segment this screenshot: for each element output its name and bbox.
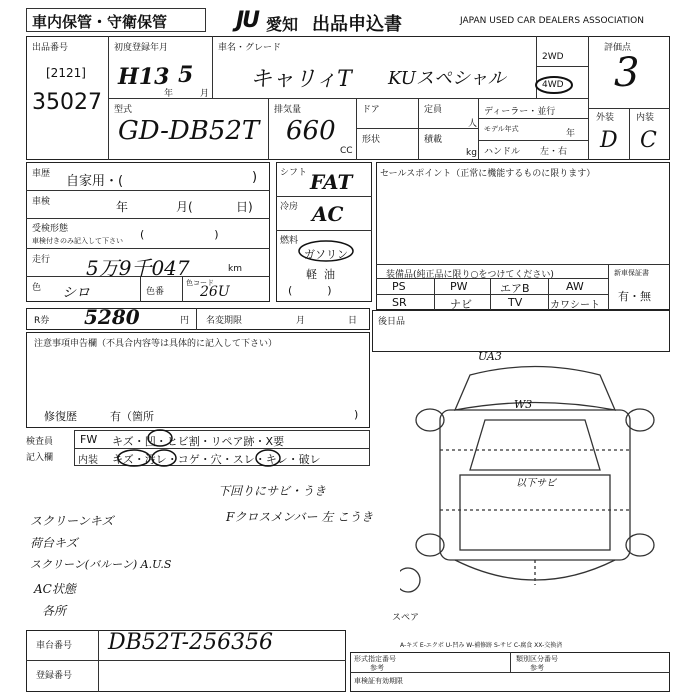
equipment-title: 装備品(純正品に限り○をつけてください)	[386, 270, 554, 280]
color-label: 色	[32, 283, 42, 293]
history-close: )	[252, 170, 258, 185]
type-label: 形式指定番号	[354, 655, 396, 663]
sales-point-label: セールスポイント（正常に機能するものに限ります）	[380, 169, 596, 179]
fw-label: FW	[80, 433, 98, 446]
period-label: 車検証有効期限	[354, 677, 403, 685]
load-label: 積載	[424, 135, 443, 145]
first-reg-label: 初度登録年月	[114, 43, 169, 53]
drive-2wd: 2WD	[542, 52, 564, 62]
diagram-note-body: 以下サビ	[516, 478, 556, 489]
shape-label: 形状	[362, 135, 381, 145]
equip-leather: カワシート	[550, 300, 600, 311]
form-title: 出品申込書	[312, 14, 402, 35]
first-reg-era: H13	[118, 64, 170, 90]
type-ref: 参考	[370, 664, 384, 672]
person-unit: 人	[468, 119, 478, 129]
shift-label: シフト	[280, 168, 308, 178]
recycle-amount: 5280	[84, 305, 140, 329]
notes-label: 注意事項申告欄（不具合内容等は具体的に記入して下さい）	[34, 339, 278, 349]
storage-title: 車内保管・守衛保管	[32, 13, 168, 31]
recycle-label: R券	[34, 316, 50, 326]
model-year-label: モデル年式	[484, 125, 519, 133]
first-reg-month: 5	[178, 62, 194, 88]
ac-label: 冷房	[280, 202, 299, 212]
int-label: 内装	[636, 113, 655, 123]
class-label: 類別区分番号	[516, 655, 558, 663]
lot-label: 出品番号	[32, 43, 69, 53]
note-line-5: スクリーン(バルーン) A.U.S	[30, 558, 172, 571]
fuel-gas: ガソリン	[304, 248, 348, 261]
note-line-6: AC状態	[34, 582, 76, 596]
warranty-label: 新車保証書	[614, 269, 649, 277]
name-change-day: 日	[348, 316, 358, 326]
damage-circles	[108, 428, 308, 468]
shift: FAT	[310, 170, 353, 194]
car-name-label: 車名・グレード	[218, 43, 282, 53]
mileage: 5万9千047	[86, 256, 190, 280]
history-value: 自家用・(	[66, 174, 124, 189]
year-char: 年	[164, 89, 174, 99]
later-items-frame	[372, 310, 670, 352]
receive-label: 受検形態	[32, 224, 69, 234]
month-char: 月	[200, 89, 210, 99]
int-grade: C	[640, 128, 657, 153]
fuel-paren: ( )	[288, 284, 332, 297]
lot-number: 35027	[32, 90, 102, 115]
lot-bracket: [2121]	[46, 66, 86, 80]
ext-label: 外装	[596, 113, 615, 123]
fuel-label: 燃料	[280, 236, 299, 246]
ac: AC	[312, 202, 344, 226]
cc-unit: CC	[340, 146, 353, 156]
inspector-label: 検査員	[26, 437, 54, 447]
yen-unit: 円	[180, 316, 190, 326]
inspection-year: 年	[116, 200, 129, 214]
color-code-label: 色コード	[186, 279, 214, 287]
damage-legend: A-キズ E-エクボ U-凹み W-補修跡 S-サビ C-腐食 XX-交換済	[400, 642, 563, 649]
car-name: キャリィT	[250, 67, 352, 92]
km-unit: km	[228, 264, 242, 274]
int-label-row: 内装	[78, 455, 98, 466]
note-line-3: スクリーンキズ	[30, 514, 114, 528]
fuel-gas-circle	[296, 238, 356, 264]
receive-paren: ( )	[140, 228, 219, 241]
history-label: 車歴	[32, 169, 51, 179]
class-ref: 参考	[530, 664, 544, 672]
name-change-label: 名変期限	[206, 316, 243, 326]
equip-sr: SR	[392, 296, 407, 309]
chassis-number: DB52T-256356	[108, 630, 274, 655]
association-name: JAPAN USED CAR DEALERS ASSOCIATION	[460, 16, 644, 26]
color-no-label: 色番	[146, 287, 165, 297]
displacement-label: 排気量	[274, 105, 302, 115]
name-change-month: 月	[296, 316, 306, 326]
inspection-day: 日)	[236, 200, 253, 214]
note-line-1: 下回りにサビ・うき	[218, 484, 327, 498]
repair-value: 有（箇所	[110, 410, 154, 423]
grade: KUスペシャル	[388, 68, 506, 89]
model-label: 型式	[114, 105, 133, 115]
ext-damage-items: キズ・凹・ヒビ割・リペア跡・X要	[112, 435, 285, 448]
receive-note: 車検付きのみ記入して下さい	[32, 237, 123, 245]
score: 3	[614, 50, 640, 96]
note-line-2: Fクロスメンバー 左 こうき	[226, 510, 374, 524]
repair-close: )	[354, 408, 359, 421]
fuel-diesel: 軽 油	[306, 268, 335, 281]
model: GD-DB52T	[118, 116, 260, 146]
prefecture-name: 愛知	[266, 15, 299, 34]
color: シロ	[62, 285, 90, 301]
recycle-frame	[26, 308, 370, 330]
dealer-label: ディーラー・並行	[484, 107, 556, 117]
score-label: 評価点	[604, 43, 632, 53]
mileage-label: 走行	[32, 255, 51, 265]
diagram-note-top: UA3	[478, 350, 502, 363]
equip-ps: PS	[392, 280, 406, 293]
equip-airbag: エアB	[500, 282, 530, 295]
handle-value: 左・右	[540, 147, 568, 157]
equip-tv: TV	[508, 296, 523, 309]
repair-label: 修復歴	[44, 410, 77, 423]
displacement: 660	[286, 116, 336, 146]
chassis-label: 車台番号	[36, 641, 73, 651]
drive-4wd-circle	[534, 74, 576, 96]
handle-label: ハンドル	[484, 147, 521, 157]
note-line-7: 各所	[42, 604, 67, 618]
spare-label: スペア	[392, 613, 420, 623]
door-label: ドア	[362, 105, 380, 115]
diagram-note-front: W3	[514, 398, 533, 411]
warranty-value: 有・無	[618, 290, 651, 303]
ext-grade: D	[600, 128, 618, 153]
equip-aw: AW	[566, 280, 584, 293]
seats-label: 定員	[424, 105, 443, 115]
inspection-month: 月(	[176, 200, 193, 214]
equip-pw: PW	[450, 280, 468, 293]
equip-navi: ナビ	[450, 298, 472, 311]
entry-label: 記入欄	[26, 453, 54, 463]
later-items-label: 後日品	[378, 317, 406, 327]
kg-unit: kg	[466, 148, 477, 158]
note-line-4: 荷台キズ	[30, 536, 78, 550]
reg-label: 登録番号	[36, 671, 73, 681]
inspection-label: 車検	[32, 197, 51, 207]
year-unit: 年	[566, 129, 576, 139]
ju-logo: JU	[236, 8, 259, 33]
drive-4wd: 4WD	[542, 80, 564, 90]
color-code: 26U	[200, 284, 230, 300]
int-damage-items: キズ・汚レ・コゲ・穴・スレ・キレ・破レ	[112, 453, 321, 466]
